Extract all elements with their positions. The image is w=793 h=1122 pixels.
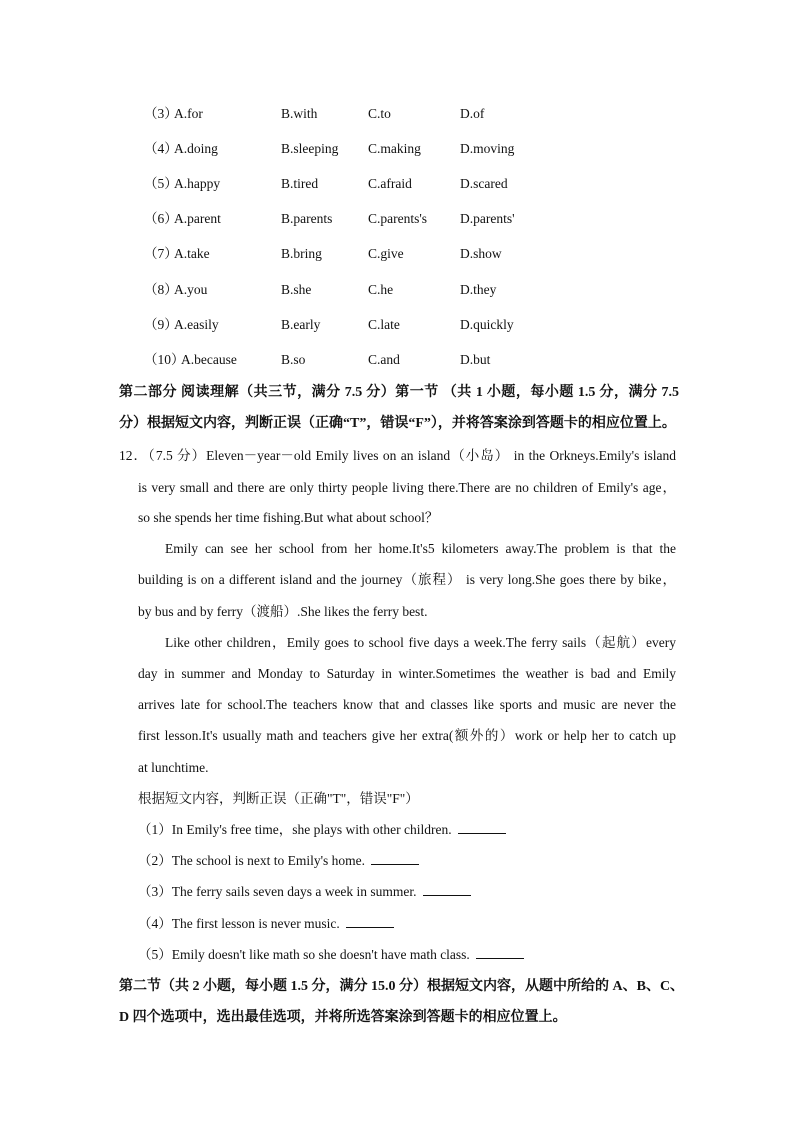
passage-line: Like other children，Emily goes to school five days a week.The ferry sails（起航）every <box>165 635 676 650</box>
question-number: （6） <box>144 211 178 226</box>
statement-5 <box>138 945 524 965</box>
option-b: B.sleeping <box>281 141 339 156</box>
passage-line: is very small and there are only thirty people living there.There are no children of Emily's age， <box>138 480 676 495</box>
option-a: A.for <box>174 106 203 121</box>
statement-text: （1）In Emily's free time，she plays with other children. <box>138 822 452 837</box>
answer-blank[interactable] <box>371 852 419 865</box>
question-number: （10） <box>144 352 185 367</box>
option-d: D.quickly <box>460 317 514 332</box>
statement-3 <box>138 882 471 902</box>
option-b: B.she <box>281 282 312 297</box>
judgement-instruction: 根据短文内容，判断正误（正确"T"，错误"F"） <box>138 791 419 806</box>
option-a: A.because <box>181 352 237 367</box>
option-d: D.scared <box>460 176 508 191</box>
option-c: C.late <box>368 317 400 332</box>
passage-line: day in summer and Monday to Saturday in winter.Sometimes the weather is bad and Emily <box>138 666 676 681</box>
option-b: B.bring <box>281 246 322 261</box>
statement-1 <box>138 820 506 840</box>
option-d: D.of <box>460 106 485 121</box>
question-number: （8） <box>144 282 178 297</box>
answer-blank[interactable] <box>458 821 506 834</box>
option-a: A.you <box>174 282 208 297</box>
section2-heading-line2: D 四个选项中，选出最佳选项，并将所选答案涂到答题卡的相应位置上。 <box>119 1010 567 1025</box>
option-b: B.with <box>281 106 318 121</box>
question-number: （9） <box>144 317 178 332</box>
passage-line: Emily can see her school from her home.It's5 kilometers away.The problem is that the <box>165 541 676 556</box>
option-c: C.afraid <box>368 176 412 191</box>
answer-blank[interactable] <box>346 915 394 928</box>
option-a: A.take <box>174 246 210 261</box>
option-d: D.but <box>460 352 491 367</box>
passage-line: arrives late for school.The teachers know that and classes like sports and music are never the <box>138 697 676 712</box>
option-a: A.doing <box>174 141 218 156</box>
passage-line: so she spends her time fishing.But what about school？ <box>138 510 439 525</box>
statement-4 <box>138 914 394 934</box>
option-c: C.making <box>368 141 421 156</box>
statement-text: （5）Emily doesn't like math so she doesn't have math class. <box>138 947 470 962</box>
option-d: D.show <box>460 246 502 261</box>
option-a: A.happy <box>174 176 221 191</box>
option-a: A.easily <box>174 317 219 332</box>
passage-line: by bus and by ferry（渡船）.She likes the ferry best. <box>138 604 428 619</box>
question-number: （7） <box>144 246 178 261</box>
option-d: D.they <box>460 282 497 297</box>
statement-2 <box>138 851 419 871</box>
question-number: （5） <box>144 176 178 191</box>
option-a: A.parent <box>174 211 221 226</box>
part2-heading-line1: 第二部分 阅读理解（共三节，满分 7.5 分）第一节 （共 1 小题，每小题 1.5 分，满分 7.5 <box>119 385 679 400</box>
option-b: B.early <box>281 317 321 332</box>
option-c: C.give <box>368 246 404 261</box>
option-d: D.moving <box>460 141 515 156</box>
statement-text: （3）The ferry sails seven days a week in summer. <box>138 884 417 899</box>
option-c: C.parents's <box>368 211 428 226</box>
answer-blank[interactable] <box>476 946 524 959</box>
option-b: B.parents <box>281 211 333 226</box>
statement-text: （4）The first lesson is never music. <box>138 916 340 931</box>
answer-blank[interactable] <box>423 883 471 896</box>
option-b: B.tired <box>281 176 319 191</box>
option-b: B.so <box>281 352 306 367</box>
option-d: D.parents' <box>460 211 515 226</box>
option-c: C.to <box>368 106 391 121</box>
option-c: C.he <box>368 282 394 297</box>
part2-heading-line2: 分）根据短文内容，判断正误（正确“T”，错误“F”），并将答案涂到答题卡的相应位置上。 <box>119 416 676 431</box>
question-number: （4） <box>144 141 178 156</box>
section2-heading-line1: 第二节（共 2 小题，每小题 1.5 分，满分 15.0 分）根据短文内容，从题中所给的 A、B、C、 <box>119 979 685 994</box>
statement-text: （2）The school is next to Emily's home. <box>138 853 366 868</box>
option-c: C.and <box>368 352 400 367</box>
passage-line: at lunchtime. <box>138 760 209 775</box>
question-number: （3） <box>144 106 178 121</box>
passage-line: first lesson.It's usually math and teachers give her extra(额外的）work or help her to catch up <box>138 728 676 743</box>
passage-line: building is on a different island and the journey（旅程） is very long.She goes there by bike， <box>138 572 676 587</box>
question-12-line1: 12．（7.5 分）Eleven－year－old Emily lives on an island（小岛） in the Orkneys.Emily's island <box>119 448 676 463</box>
